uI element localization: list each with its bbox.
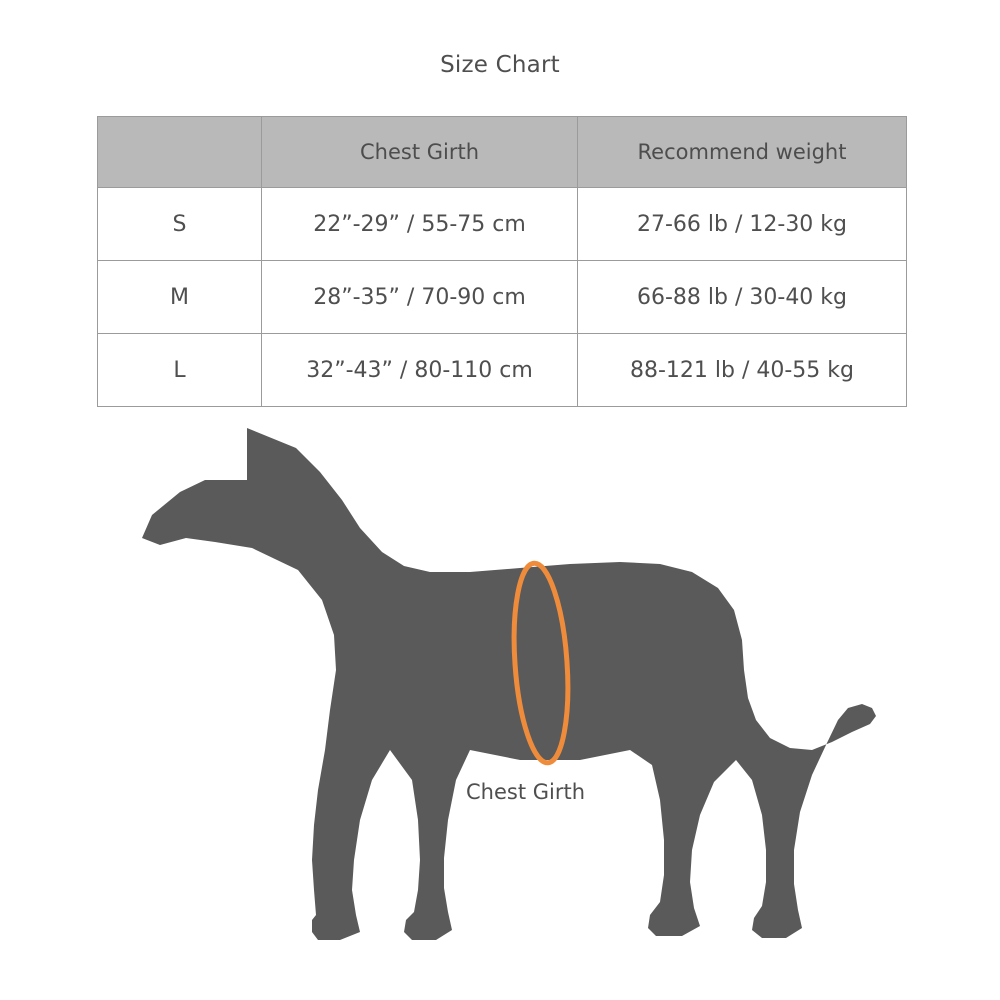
column-header-size [98, 117, 262, 188]
cell-size: S [98, 188, 262, 261]
dog-silhouette-icon [142, 428, 876, 940]
cell-chest-girth: 22”-29” / 55-75 cm [262, 188, 578, 261]
column-header-recommend-weight: Recommend weight [578, 117, 907, 188]
column-header-chest-girth: Chest Girth [262, 117, 578, 188]
chest-girth-label: Chest Girth [466, 780, 586, 804]
table-row [98, 334, 907, 407]
cell-chest-girth: 32”-43” / 80-110 cm [262, 334, 578, 407]
size-chart-table [97, 116, 907, 407]
dog-illustration [0, 420, 1000, 990]
cell-weight: 66-88 lb / 30-40 kg [578, 261, 907, 334]
page-title: Size Chart [440, 52, 560, 78]
table-row [98, 261, 907, 334]
cell-size: L [98, 334, 262, 407]
cell-chest-girth: 28”-35” / 70-90 cm [262, 261, 578, 334]
table-header-row [98, 117, 907, 188]
cell-size: M [98, 261, 262, 334]
cell-weight: 27-66 lb / 12-30 kg [578, 188, 907, 261]
table-row [98, 188, 907, 261]
cell-weight: 88-121 lb / 40-55 kg [578, 334, 907, 407]
